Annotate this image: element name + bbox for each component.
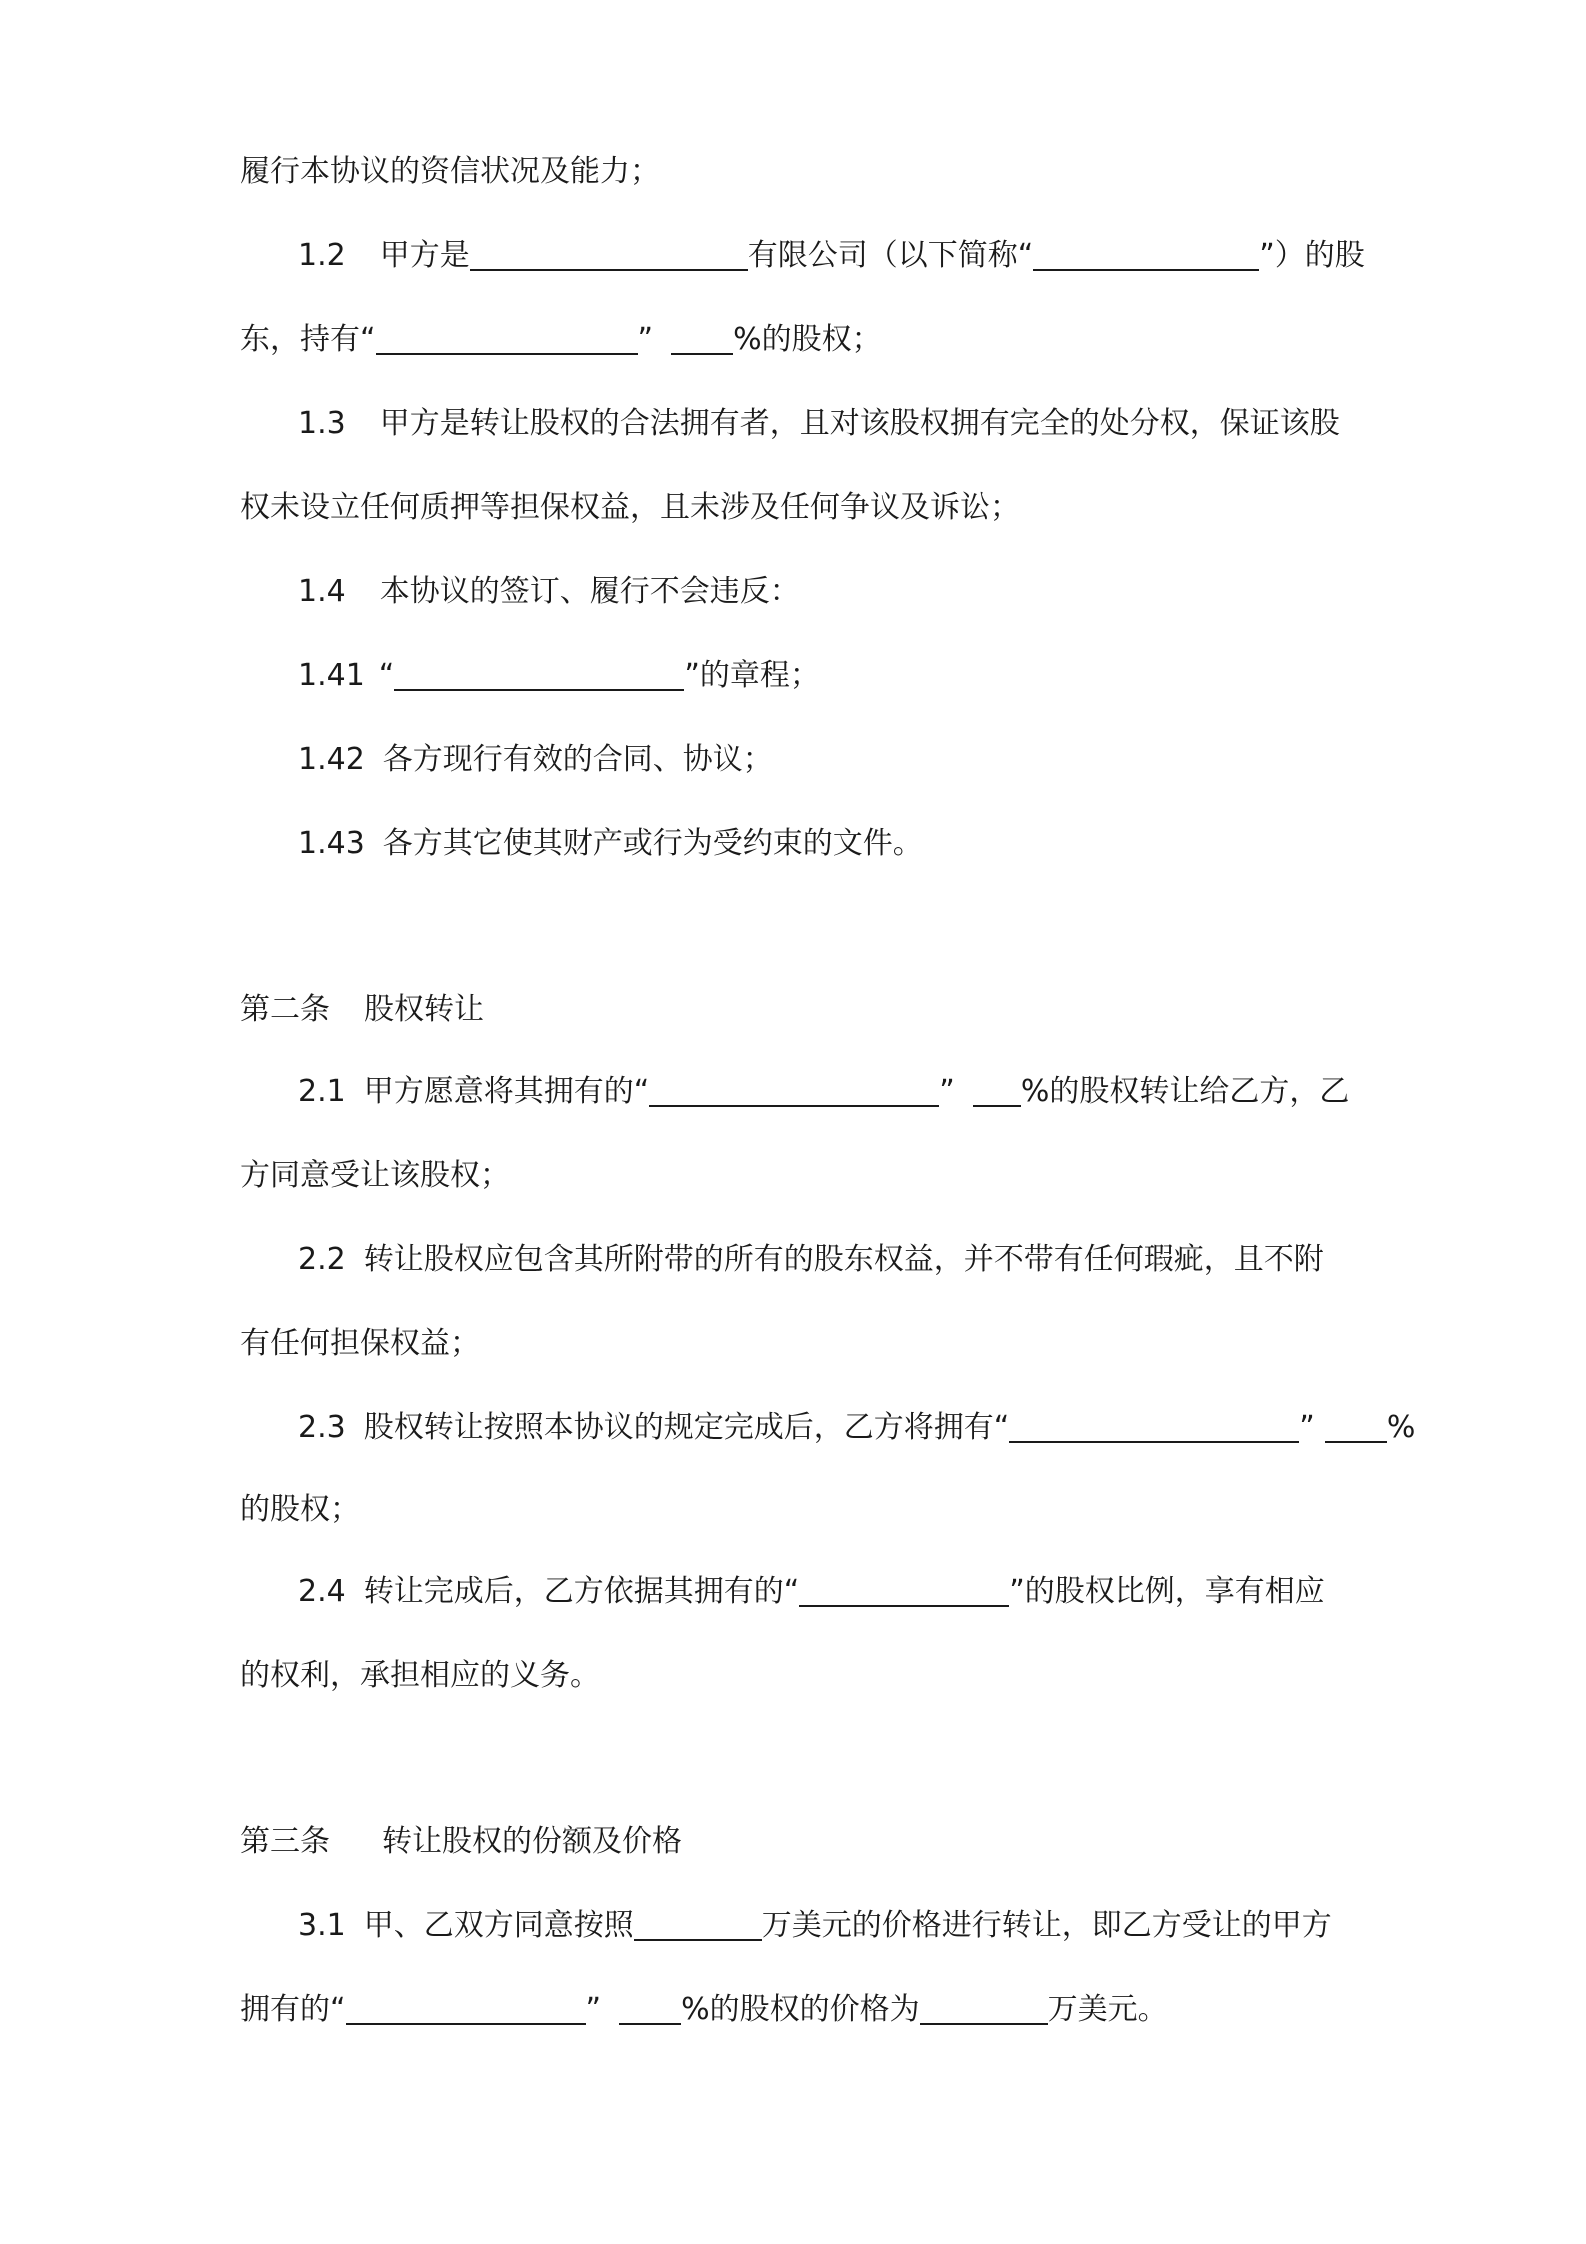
article-title: 转让股权的份额及价格 [382,1824,682,1859]
clause-2-4 [298,1572,1325,1612]
clause-1-2-continuation [240,320,882,360]
clause-2-2 [298,1240,1324,1280]
clause-number: 1.41 [298,658,365,693]
clause-text: 转让股权应包含其所附带的所有的股东权益，并不带有任何瑕疵，且不附 [363,1242,1324,1277]
clause-2-4-continuation [240,1656,600,1696]
blank-percentage[interactable] [619,1993,681,2025]
clause-text: ”的章程； [684,658,820,693]
clause-text: 权未设立任何质押等担保权益，且未涉及任何争议及诉讼； [240,490,1020,525]
article-3-heading [240,1822,682,1862]
blank-company-name[interactable] [376,323,638,355]
clause-text: 的权利，承担相应的义务。 [240,1658,600,1693]
article-title: 股权转让 [364,992,484,1027]
clause-text: 股权转让按照本协议的规定完成后，乙方将拥有“ [363,1410,1010,1445]
clause-3-1 [298,1906,1332,1946]
clause-text: %的股权的价格为 [681,1992,920,2027]
clause-1-2 [298,236,1365,276]
clause-text: ” [585,1992,602,2027]
clause-1-42 [298,740,773,780]
clause-number: 1.3 [298,406,346,441]
clause-text: 万美元的价格进行转让，即乙方受让的甲方 [761,1908,1332,1943]
clause-text: 的股权； [240,1492,360,1527]
clause-2-3 [298,1408,1415,1448]
clause-text: ”的股权比例，享有相应 [1009,1574,1325,1609]
clause-text: “ [378,658,395,693]
paragraph-text: 履行本协议的资信状况及能力； [240,154,660,189]
clause-text: 甲方是转让股权的合法拥有者，且对该股权拥有完全的处分权，保证该股 [379,406,1340,441]
clause-text: ”）的股 [1259,238,1365,273]
blank-company-name[interactable] [346,1993,586,2025]
clause-text: 各方其它使其财产或行为受约束的文件。 [382,826,923,861]
clause-1-43 [298,824,923,864]
clause-text: ” [939,1074,955,1109]
blank-percentage[interactable] [973,1075,1021,1107]
blank-company-name[interactable] [649,1075,939,1107]
clause-number: 1.2 [298,238,346,273]
clause-text: 有限公司（以下简称“ [747,238,1034,273]
clause-text: 甲方愿意将其拥有的“ [363,1074,650,1109]
blank-company-name[interactable] [394,659,684,691]
clause-text: 有任何担保权益； [240,1326,480,1361]
clause-text: 本协议的签订、履行不会违反： [379,574,800,609]
blank-company-name[interactable] [1009,1411,1299,1443]
clause-text: 甲、乙双方同意按照 [363,1908,634,1943]
clause-1-41 [298,656,820,696]
blank-company-name[interactable] [799,1575,1009,1607]
clause-text: 转让完成后，乙方依据其拥有的“ [363,1574,800,1609]
paragraph-1-1-continuation [240,152,660,192]
clause-2-1 [298,1072,1349,1112]
blank-price[interactable] [920,1993,1048,2025]
clause-2-3-continuation [240,1490,360,1530]
clause-number: 2.2 [298,1242,346,1277]
clause-number: 1.43 [298,826,365,861]
clause-text: % [1386,1410,1416,1445]
clause-text: 万美元。 [1047,1992,1168,2027]
clause-text: 甲方是 [379,238,470,273]
article-number: 第二条 [240,992,330,1027]
clause-text: ” [1299,1410,1315,1445]
clause-number: 3.1 [298,1908,346,1943]
clause-2-2-continuation [240,1324,480,1364]
clause-number: 2.1 [298,1074,346,1109]
clause-text: ” [637,322,654,357]
blank-price[interactable] [634,1909,762,1941]
clause-text: 方同意受让该股权； [240,1158,510,1193]
clause-number: 2.3 [298,1410,346,1445]
clause-text: %的股权； [733,322,882,357]
blank-company-short-name[interactable] [1033,239,1259,271]
blank-company-name[interactable] [470,239,748,271]
clause-2-1-continuation [240,1156,510,1196]
clause-number: 1.42 [298,742,365,777]
clause-1-4 [298,572,800,612]
article-number: 第三条 [240,1824,330,1859]
clause-text: 拥有的“ [240,1992,346,2027]
article-2-heading [240,990,484,1030]
clause-1-3 [298,404,1340,444]
clause-3-1-continuation [240,1990,1168,2030]
blank-percentage[interactable] [671,323,733,355]
clause-number: 1.4 [298,574,346,609]
clause-text: 各方现行有效的合同、协议； [382,742,773,777]
blank-percentage[interactable] [1325,1411,1387,1443]
clause-number: 2.4 [298,1574,346,1609]
clause-1-3-continuation [240,488,1020,528]
clause-text: %的股权转让给乙方，乙 [1020,1074,1350,1109]
clause-text: 东，持有“ [240,322,376,357]
